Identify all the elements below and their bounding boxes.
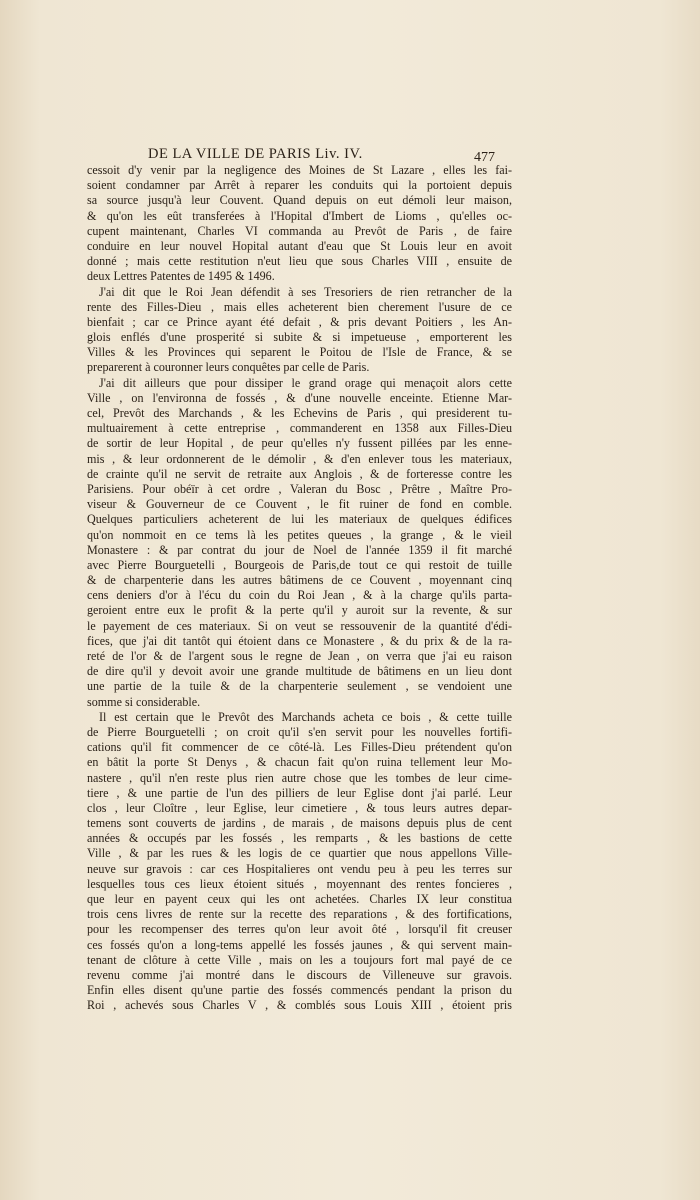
text-line: & qu'on les eût transferées à l'Hopital d'Imbert de Lioms , qu'elles oc- [87,208,512,223]
text-line: Monastere : & par contrat du jour de Noel de l'année 1359 il fit marché [87,542,512,557]
text-line: & de charpenterie dans les autres bâtimens de ce Couvent , moyennant cinq [87,573,512,588]
text-line: J'ai dit ailleurs que pour dissiper le grand orage qui menaçoit alors cette [99,375,512,390]
text-line: Il est certain que le Prevôt des Marchands acheta ce bois , & cette tuille [99,709,512,724]
paragraph [87,163,512,285]
text-line: sa source jusqu'à leur Couvent. Quand depuis on eut démoli leur maison, [87,193,512,208]
text-line: neuve sur gravois : car ces Hospitalieres ont vendu peu à peu les terres sur [87,861,512,876]
text-line: geroient entre eux le profit & la perte qu'il y auroit sur la revente, & sur [87,603,512,618]
running-title: DE LA VILLE DE PARIS Liv. IV. [148,146,363,162]
text-line: mis , & leur ordonnerent de le démolir , & d'en enlever tous les materiaux, [87,451,512,466]
text-line: soient condamner par Arrêt à reparer les conduits qui la portoient depuis [87,178,512,193]
text-line: Quelques particuliers acheterent de lui les materiaux de quelques édifices [87,512,512,527]
paragraph [87,376,512,710]
text-line: années & occupés par les fossés , les remparts , & les bastions de cette [87,831,512,846]
text-line: en bâtit la porte St Denys , & chacun fait qu'on ruina tellement leur Mo- [87,755,512,770]
text-line: ces fossés qu'on a long-tems appellé les fossés jaunes , & qui servent main- [87,937,512,952]
text-line: de sortir de leur Hopital , de peur qu'elles n'y fussent pillées par les enne- [87,436,512,451]
text-line: temens sont couverts de jardins , de marais , de maisons depuis plus de cent [87,816,512,831]
text-line: cens deniers d'or à l'écu du coin du Roi Jean , & à la charge qu'ils parta- [87,588,512,603]
text-line: trois cens livres de rente sur la recette des reparations , & des fortifications, [87,907,512,922]
text-line: pour les recompenser des terres qu'on leur avoit ôté , lorsqu'il fit creuser [87,922,512,937]
paragraph [87,285,512,376]
text-line: de crainte qu'il ne servit de retraite aux Anglois , & de forteresse contre les [87,466,512,481]
text-line: rente des Filles-Dieu , mais elles acheterent bien cherement l'usure de ce [87,299,512,314]
text-line: Enfin elles disent qu'une partie des fossés commencés pendant la prison du [87,983,512,998]
text-line: fices, que j'ai dit tantôt qui étoient dans ce Monastere , & du prix & de la ra- [87,633,512,648]
text-line: Villes & les Provinces qui separent le Poitou de l'Isle de France, & se [87,345,512,360]
page-number: 477 [474,150,495,165]
text-line: bienfait ; car ce Prince ayant été defait , & pris devant Poitiers , les An- [87,314,512,329]
text-line: clos , leur Cloître , leur Eglise, leur cimetiere , & tous leurs autres depar- [87,800,512,815]
text-line: preparerent à couronner leurs conquêtes par celle de Paris. [87,360,370,375]
text-line: Ville , on l'environna de fossés , & d'une nouvelle enceinte. Etienne Mar- [87,390,512,405]
text-line: viseur & Gouverneur de ce Couvent , le fit ruiner de fond en comble. [87,497,512,512]
text-line: cations qu'il fit commencer de ce côté-là. Les Filles-Dieu prétendent qu'on [87,740,512,755]
text-line: cessoit d'y venir par la negligence des Moines de St Lazare , elles les fai- [87,163,512,177]
text-line: tiere , & une partie de l'un des pilliers de leur Eglise dont j'ai parlé. Leur [87,785,512,800]
text-line: glois enflés d'une prosperité si subite & si impetueuse , emporterent les [87,330,512,345]
text-line: deux Lettres Patentes de 1495 & 1496. [87,269,275,284]
text-line: tenant de clôture à cette Ville , mais on les a toujours fort mal payé de ce [87,952,512,967]
text-line: multuairement à cette entreprise , commanderent en 1358 aux Filles-Dieu [87,421,512,436]
text-line: lesquelles tous ces lieux étoient situés , moyennant des rentes foncieres , [87,876,512,891]
text-line: Parisiens. Pour obéïr à cet ordre , Valeran du Bosc , Prêtre , Maître Pro- [87,481,512,496]
text-line: avec Pierre Bourguetelli , Bourgeois de Paris,de tout ce qui restoit de tuille [87,557,512,572]
text-line: somme si considerable. [87,694,201,709]
text-line: une partie de la tuile & de la charpenterie seulement , se vendoient une [87,679,512,694]
text-line: revenu comme j'ai montré dans le discours de Villeneuve sur gravois. [87,967,512,982]
text-line: cel, Prevôt des Marchands , & les Echevins de Paris , qui presiderent tu- [87,406,512,420]
paragraph [87,710,512,1014]
text-line: donné ; mais cette restitution n'eut lieu que sous Charles VIII , ensuite de [87,254,512,269]
text-line: Roi , achevés sous Charles V , & comblés sous Louis XIII , étoient pris [87,998,512,1013]
text-line: le payement de ces materiaux. Si on veut se ressouvenir de la quantité d'édi- [87,618,512,633]
text-line: conduire en leur nouvel Hopital autant d'eau que St Louis leur en avoit [87,238,512,253]
text-line: que leur en payent ceux qui les ont achetées. Charles IX leur constitua [87,892,512,906]
text-line: Ville , & par les rues & les logis de ce quartier que nous appellons Ville- [87,846,512,861]
text-line: cupent maintenant, Charles VI commanda au Prevôt de Paris , de faire [87,223,512,238]
text-line: reté de l'or & de l'argent sous le regne de Jean , on verra que j'ai eu raison [87,649,512,663]
text-line: de Pierre Bourguetelli ; on croit qu'il s'en servit pour les nouvelles fortifi- [87,724,512,739]
text-line: J'ai dit que le Roi Jean défendit à ses Tresoriers de rien retrancher de la [99,284,512,299]
text-line: qu'on nommoit en ce tems là les petites queues , la grange , & le vieil [87,527,512,542]
text-line: nastere , qu'il n'en reste plus rien autre chose que les tombes de leur cime- [87,770,512,785]
text-line: de dire qu'il y devoit avoir une grande multitude de bâtimens en un lieu dont [87,664,512,679]
body-text [87,163,512,1014]
